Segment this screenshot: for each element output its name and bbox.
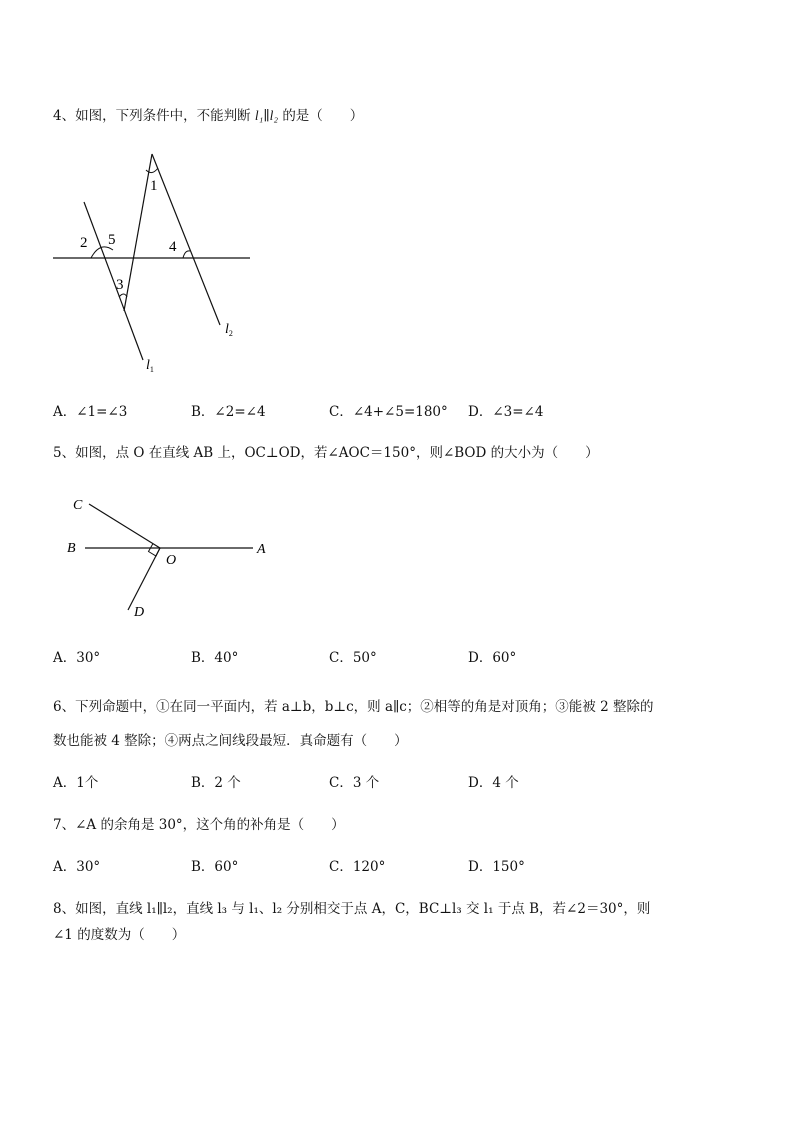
q4-transversal xyxy=(124,154,152,311)
q7-stem: 7、∠A 的余角是 30°，这个角的补角是（ ） xyxy=(53,817,345,833)
q4-label-3: 3 xyxy=(116,277,124,293)
q5-option-c[interactable]: C．50° xyxy=(329,650,377,666)
q4-figure xyxy=(40,140,280,380)
q4-arc-1 xyxy=(146,168,158,173)
q7-option-b[interactable]: B．60° xyxy=(191,859,239,875)
q6-options xyxy=(53,773,653,793)
q6-option-b[interactable]: B．2 个 xyxy=(191,775,241,791)
q4-option-b[interactable]: B．∠2=∠4 xyxy=(191,404,266,420)
q5-option-d[interactable]: D．60° xyxy=(468,650,517,666)
q4-label-5: 5 xyxy=(108,232,116,248)
q4-label-l1-main: l xyxy=(146,358,150,373)
q5-ray-od xyxy=(128,548,160,610)
q4-line-l1 xyxy=(84,202,143,360)
q5-ray-oc xyxy=(89,504,160,548)
q6-option-a[interactable]: A．1个 xyxy=(53,775,99,791)
q5-option-a[interactable]: A．30° xyxy=(53,650,101,666)
q4-arc-3 xyxy=(119,294,127,297)
q4-option-d[interactable]: D．∠3=∠4 xyxy=(468,404,544,420)
q4-label-1: 1 xyxy=(150,178,158,194)
q6-option-c[interactable]: C．3 个 xyxy=(329,775,380,791)
q4-line-l2 xyxy=(152,154,220,325)
q4-label-l2-main: l xyxy=(225,322,229,337)
q4-label-2: 2 xyxy=(80,235,88,251)
q5-figure xyxy=(60,490,280,620)
q8-line-1: 8、如图，直线 l₁∥l₂，直线 l₃ 与 l₁、l₂ 分别相交于点 A，C，BC⊥l₃ 交 l₁ 于点 B，若∠2＝30°，则 xyxy=(53,901,651,917)
q4-suffix: 的是（ ） xyxy=(282,108,364,124)
q4-arc-4 xyxy=(183,251,190,258)
q5-label-d: D xyxy=(134,605,145,620)
q5-label-a: A xyxy=(257,542,266,557)
q7-option-d[interactable]: D．150° xyxy=(468,859,525,875)
q4-stem xyxy=(53,106,363,126)
q4-label-l1-sub: 1 xyxy=(149,365,154,374)
q4-relation: l₁∥l₂ xyxy=(254,108,279,123)
q7-option-a[interactable]: A．30° xyxy=(53,859,101,875)
q8-line-2: ∠1 的度数为（ ） xyxy=(53,927,186,943)
q5-label-b: B xyxy=(67,541,76,556)
q5-label-c: C xyxy=(73,498,83,513)
q4-label-l2-sub: 2 xyxy=(228,329,233,338)
q6-line-2: 数也能被 4 整除；④两点之间线段最短．真命题有（ ） xyxy=(53,733,408,749)
q5-option-b[interactable]: B．40° xyxy=(191,650,239,666)
q5-stem: 5、如图，点 O 在直线 AB 上，OC⊥OD，若∠AOC＝150°，则∠BOD 的大小为（ ） xyxy=(53,445,599,461)
q4-label-l2 xyxy=(225,322,233,338)
q5-label-o: O xyxy=(166,553,177,568)
q4-options xyxy=(53,402,653,422)
q6-option-d[interactable]: D．4 个 xyxy=(468,775,519,791)
q6-line-1: 6、下列命题中，①在同一平面内，若 a⊥b，b⊥c，则 a∥c；②相等的角是对顶角；③能被 2 整除的 xyxy=(53,699,654,715)
q7-options xyxy=(53,857,653,877)
q4-label-l1 xyxy=(146,358,154,374)
q7-option-c[interactable]: C．120° xyxy=(329,859,386,875)
q4-label-4: 4 xyxy=(169,239,177,255)
q4-option-c[interactable]: C．∠4+∠5=180° xyxy=(329,404,448,420)
q4-prefix: 4、如图，下列条件中，不能判断 xyxy=(53,108,251,124)
q5-options xyxy=(53,648,653,668)
q5-right-angle-mark xyxy=(149,544,161,557)
q4-option-a[interactable]: A．∠1=∠3 xyxy=(53,404,128,420)
